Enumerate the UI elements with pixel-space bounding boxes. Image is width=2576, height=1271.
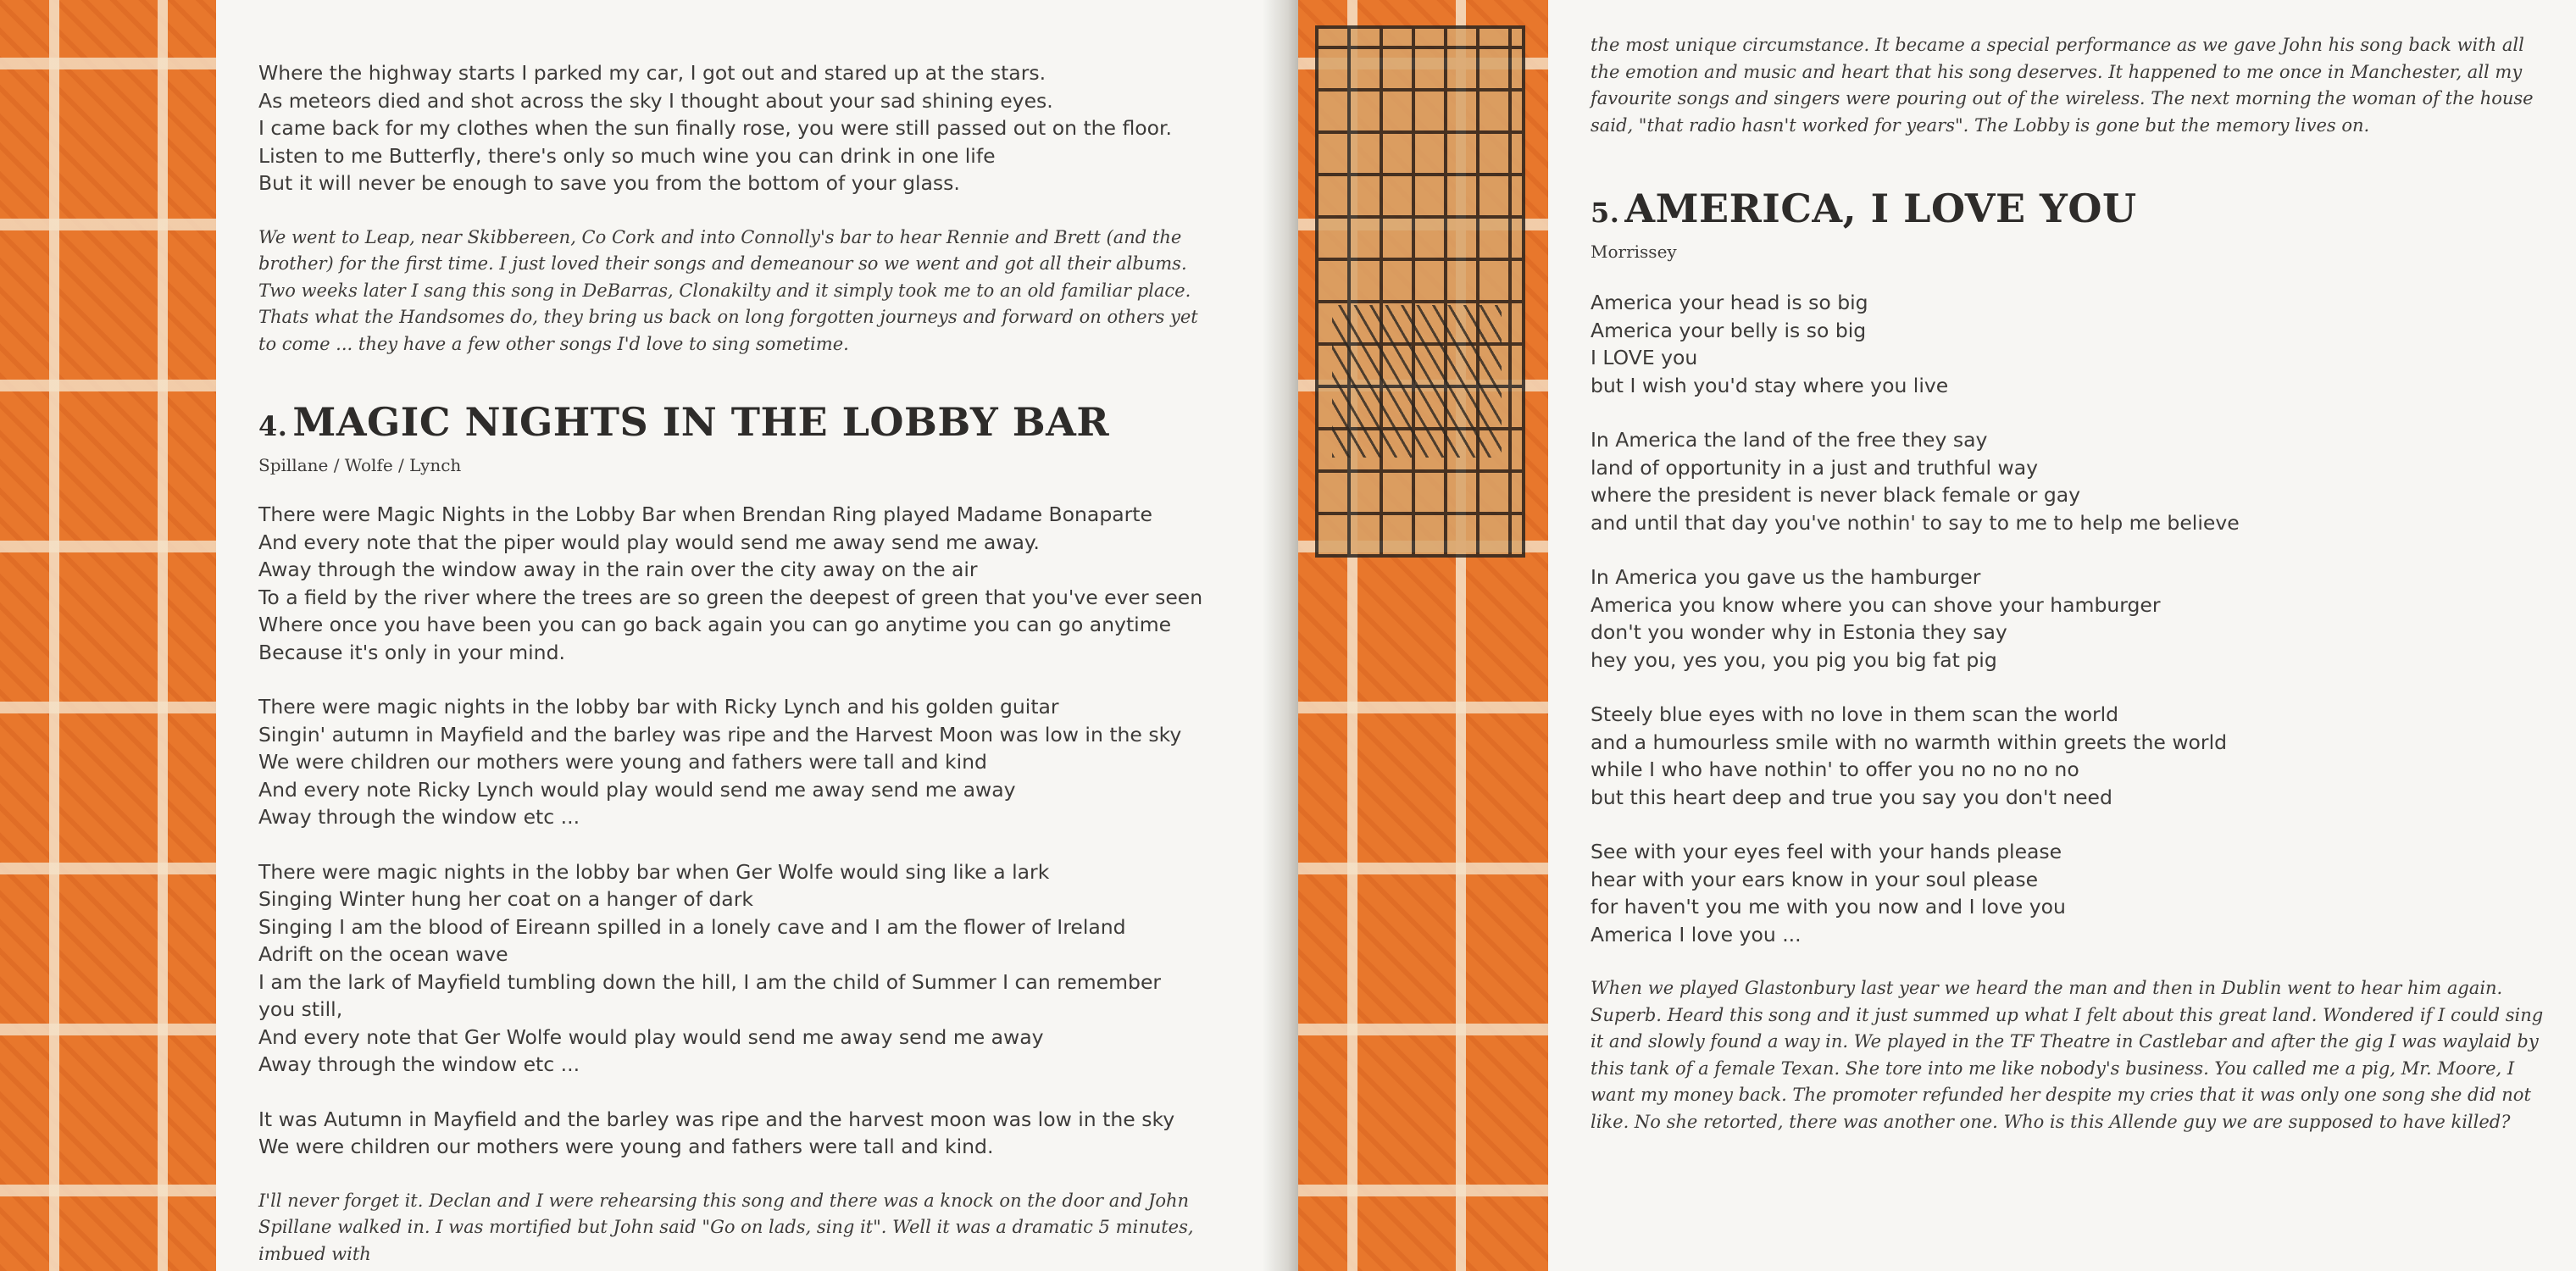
song-note-4-continued: the most unique circumstance. It became a special performance as we gave John his song back with all the emotion and music and heart that his song deserves. It happened to me once in Manchester, all my favourite songs and singers were pouring out of the wireless. The next morning the woman of the house said, "that radio hasn't worked for years". The Lobby is gone but the memory lives on. — [1591, 35, 2534, 136]
lyric-line: And every note that the piper would play would send me away send me away. — [258, 530, 1040, 554]
lyric-line: We were children our mothers were young and fathers were tall and kind — [258, 750, 987, 774]
lyric-line: Away through the window away in the rain over the city away on the air — [258, 558, 978, 581]
lyric-line: Singing I am the blood of Eireann spilled in a lonely cave and I am the flower of Ireland — [258, 914, 1126, 939]
song-credits: Morrissey — [1591, 241, 1677, 262]
lyric-line: Away through the window etc ... — [258, 1052, 580, 1076]
lyric-line: We were children our mothers were young and fathers were tall and kind. — [258, 1135, 994, 1158]
lyric-line: Where the highway starts I parked my car, I got out and stared up at the stars. — [258, 61, 1046, 85]
center-artwork-panel — [1298, 0, 1548, 1271]
lyric-line: As meteors died and shot across the sky I thought about your sad shining eyes. — [258, 88, 1053, 113]
lyric-line: Because it's only in your mind. — [258, 640, 565, 664]
verse — [258, 1106, 1216, 1161]
lyric-line: But it will never be enough to save you from the bottom of your glass. — [258, 171, 960, 195]
song-note-3: We went to Leap, near Skibbereen, Co Cork and into Connolly's bar to hear Rennie and Brett (and the brother) for the first time. I just loved their songs and demeanour so we went and got all their albums. Two weeks later I sang this song in DeBarras, Clonakilty and it simply took me to an old familiar place. Thats what the Handsomes do, they bring us back on long forgotten journeys and forward on others yet to come ... they have a few other songs I'd love to sing sometime. — [258, 226, 1198, 354]
song-number: 5. — [1591, 197, 1620, 229]
lyric-line: for haven't you me with you now and I love you — [1591, 895, 2066, 919]
lyric-line: don't you wonder why in Estonia they say — [1591, 620, 2007, 644]
song-note-5: When we played Glastonbury last year we heard the man and then in Dublin went to hear him again. Superb. Heard this song and it just summed up what I felt about this great land. Wondered if I could sing it and slowly found a way in. We played in the TF Theatre in Castlebar and after the gig I was waylaid by this tank of a female Texan. She tore into me like nobody's business. You called me a pig, Mr. Moore, I want my money back. The promoter refunded her despite my cries that it was only one song she did not like. No she retorted, there was another one. Who is this Allende guy we are supposed to have killed? — [1591, 978, 2544, 1132]
lyrics-continuation — [258, 59, 1216, 197]
sketch-hatching — [1332, 305, 1502, 458]
lyric-line: See with your eyes feel with your hands please — [1591, 840, 2062, 863]
lyric-line: In America the land of the free they say — [1591, 428, 1988, 452]
lyric-line: There were magic nights in the lobby bar with Ricky Lynch and his golden guitar — [258, 695, 1059, 719]
lyric-line: land of opportunity in a just and truthful way — [1591, 455, 2039, 480]
lyric-line: Adrift on the ocean wave — [258, 942, 508, 966]
song-number: 4. — [258, 410, 288, 442]
lyric-line: Singin' autumn in Mayfield and the barley was ripe and the Harvest Moon was low in the sky — [258, 722, 1182, 747]
lyric-line: It was Autumn in Mayfield and the barley was ripe and the harvest moon was low in the sky — [258, 1107, 1175, 1131]
lyric-line: where the president is never black female or gay — [1591, 483, 2081, 507]
lyric-line: I came back for my clothes when the sun finally rose, you were still passed out on the floor. — [258, 116, 1173, 140]
lyric-line: There were Magic Nights in the Lobby Bar when Brendan Ring played Madame Bonaparte — [258, 502, 1152, 526]
verse — [258, 693, 1216, 831]
lyric-line: Steely blue eyes with no love in them scan the world — [1591, 702, 2119, 726]
lyric-line: Singing Winter hung her coat on a hanger of dark — [258, 887, 753, 911]
song-title-4 — [258, 398, 1216, 450]
lyric-line: In America you gave us the hamburger — [1591, 565, 1981, 589]
lyric-line: but I wish you'd stay where you live — [1591, 373, 1949, 397]
verse — [1591, 426, 2548, 536]
song-title-text: AMERICA, I LOVE YOU — [1624, 186, 2137, 231]
lyric-line: hear with your ears know in your soul please — [1591, 867, 2039, 891]
lyric-line: you still, — [258, 997, 343, 1021]
lyric-line: while I who have nothin' to offer you no no no no — [1591, 758, 2079, 781]
lyric-line: And every note Ricky Lynch would play would send me away send me away — [258, 777, 1016, 802]
lyric-line: And every note that Ger Wolfe would play would send me away send me away — [258, 1024, 1044, 1049]
lyric-line: I LOVE you — [1591, 346, 1698, 369]
lyric-line: To a field by the river where the trees are so green the deepest of green that you've ever seen — [258, 585, 1203, 609]
verse — [1591, 701, 2548, 811]
lyric-line: Listen to me Butterfly, there's only so much wine you can drink in one life — [258, 143, 996, 168]
verse — [258, 858, 1216, 1079]
sketch-artwork — [1315, 25, 1525, 558]
left-booklet-page — [216, 0, 1263, 1271]
song-title-5 — [1591, 185, 2548, 236]
lyric-line: America you know where you can shove your hamburger — [1591, 592, 2161, 617]
lyric-line: America I love you ... — [1591, 922, 1802, 946]
song-credits: Spillane / Wolfe / Lynch — [258, 455, 462, 475]
left-artwork-panel — [0, 0, 216, 1271]
lyric-line: hey you, yes you, you pig you big fat pig — [1591, 647, 1997, 672]
right-page-content — [1591, 32, 2548, 1135]
song-title-text: MAGIC NIGHTS IN THE LOBBY BAR — [292, 399, 1110, 445]
verse — [1591, 563, 2548, 674]
lyric-line: Where once you have been you can go back again you can go anytime you can go anytime — [258, 613, 1172, 636]
lyric-line: There were magic nights in the lobby bar when Ger Wolfe would sing like a lark — [258, 859, 1050, 884]
song-note-4: I'll never forget it. Declan and I were rehearsing this song and there was a knock on the door and John Spillane walked in. I was mortified but John said "Go on lads, sing it". Well it was a dramatic 5 minutes, imbued with — [258, 1190, 1194, 1264]
left-page-content — [258, 59, 1216, 1268]
lyric-line: and until that day you've nothin' to say to me to help me believe — [1591, 510, 2240, 535]
lyric-line: but this heart deep and true you say you don't need — [1591, 785, 2112, 809]
lyric-line: Away through the window etc ... — [258, 805, 580, 829]
verse — [1591, 838, 2548, 948]
lyric-line: America your head is so big — [1591, 291, 1868, 314]
right-booklet-page — [1548, 0, 2576, 1271]
lyric-line: and a humourless smile with no warmth within greets the world — [1591, 730, 2228, 754]
lyric-line: America your belly is so big — [1591, 318, 1867, 342]
booklet-spine — [1263, 0, 1298, 1271]
lyric-line: I am the lark of Mayfield tumbling down the hill, I am the child of Summer I can remember — [258, 969, 1162, 994]
verse — [1591, 289, 2548, 399]
verse — [258, 501, 1216, 666]
